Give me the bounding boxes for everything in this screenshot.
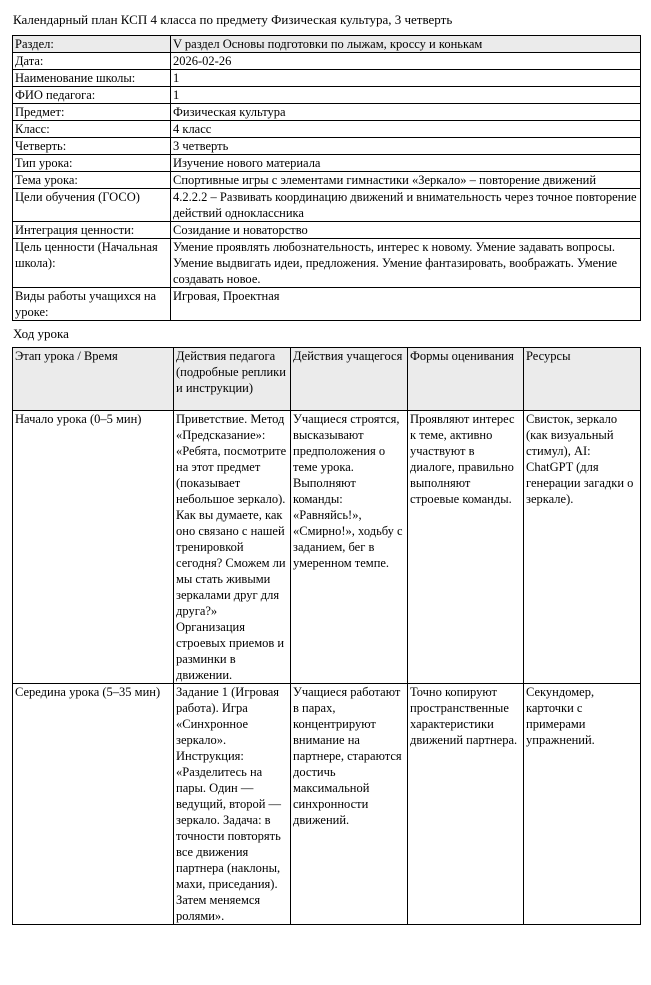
assessment-cell: Точно копируют пространственные характеристики движений партнера. [408, 684, 524, 925]
info-value: 4 класс [171, 121, 641, 138]
assessment-cell: Проявляют интерес к теме, активно участвуют в диалоге, правильно выполняют строевые команды. [408, 411, 524, 684]
info-label: Четверть: [13, 138, 171, 155]
info-value: 1 [171, 70, 641, 87]
info-label: Цель ценности (Начальная школа): [13, 239, 171, 288]
info-row-teacher [13, 87, 641, 104]
resources-cell: Секундомер, карточки с примерами упражнений. [524, 684, 641, 925]
info-label: ФИО педагога: [13, 87, 171, 104]
info-value: Созидание и новаторство [171, 222, 641, 239]
info-value: Умение проявлять любознательность, интерес к новому. Умение задавать вопросы. Умение выдвигать идеи, предложения. Умение фантазировать, воображать. Умение создавать новое. [171, 239, 641, 288]
info-row-objectives [13, 189, 641, 222]
header-student-actions: Действия учащегося [291, 348, 408, 411]
plan-row-middle [13, 684, 641, 925]
info-row-school [13, 70, 641, 87]
section-title: Ход урока [13, 326, 69, 341]
info-row-quarter [13, 138, 641, 155]
info-label: Наименование школы: [13, 70, 171, 87]
info-label: Дата: [13, 53, 171, 70]
info-label: Тип урока: [13, 155, 171, 172]
info-value: V раздел Основы подготовки по лыжам, кроссу и конькам [171, 36, 641, 53]
plan-header-row [13, 348, 641, 411]
info-row-section [13, 36, 641, 53]
info-value: 4.2.2.2 – Развивать координацию движений и внимательность через точное повторение действий одноклассника [171, 189, 641, 222]
info-label: Предмет: [13, 104, 171, 121]
resources-cell: Свисток, зеркало (как визуальный стимул), AI: ChatGPT (для генерации загадки о зеркале). [524, 411, 641, 684]
info-value: 1 [171, 87, 641, 104]
stage-cell: Середина урока (5–35 мин) [13, 684, 174, 925]
header-teacher-actions: Действия педагога (подробные реплики и инструкции) [174, 348, 291, 411]
header-assessment: Формы оценивания [408, 348, 524, 411]
lesson-plan-table [12, 347, 641, 925]
info-label: Интеграция ценности: [13, 222, 171, 239]
info-row-grade [13, 121, 641, 138]
info-row-work-types [13, 288, 641, 321]
document-title: Календарный план КСП 4 класса по предмету Физическая культура, 3 четверть [13, 12, 453, 27]
teacher-actions-cell: Задание 1 (Игровая работа). Игра «Синхронное зеркало». Инструкция: «Разделитесь на пары. Один — ведущий, второй — зеркало. Задача: в точности повторять все движения партнера (наклоны, махи, приседания). Затем меняемся ролями». [174, 684, 291, 925]
info-label: Класс: [13, 121, 171, 138]
info-value: 3 четверть [171, 138, 641, 155]
info-label: Тема урока: [13, 172, 171, 189]
plan-row-start [13, 411, 641, 684]
header-stage: Этап урока / Время [13, 348, 174, 411]
stage-cell: Начало урока (0–5 мин) [13, 411, 174, 684]
info-label: Цели обучения (ГОСО) [13, 189, 171, 222]
student-actions-cell: Учащиеся работают в парах, концентрируют внимание на партнере, стараются достичь максимальной синхронности движений. [291, 684, 408, 925]
info-value: Изучение нового материала [171, 155, 641, 172]
info-value: Игровая, Проектная [171, 288, 641, 321]
info-label: Раздел: [13, 36, 171, 53]
info-row-lesson-type [13, 155, 641, 172]
info-row-subject [13, 104, 641, 121]
header-resources: Ресурсы [524, 348, 641, 411]
info-value: Физическая культура [171, 104, 641, 121]
student-actions-cell: Учащиеся строятся, высказывают предположения о теме урока. Выполняют команды: «Равняйсь!», «Смирно!», ходьбу с заданием, бег в умеренном темпе. [291, 411, 408, 684]
teacher-actions-cell: Приветствие. Метод «Предсказание»: «Ребята, посмотрите на этот предмет (показывает небольшое зеркало). Как вы думаете, как оно связано с нашей тренировкой сегодня? Сможем ли мы стать живыми зеркалами друг для друга?» Организация строевых приемов и разминки в движении. [174, 411, 291, 684]
info-value: 2026-02-26 [171, 53, 641, 70]
info-row-topic [13, 172, 641, 189]
info-row-value-goal [13, 239, 641, 288]
info-value: Спортивные игры с элементами гимнастики «Зеркало» – повторение движений [171, 172, 641, 189]
info-row-date [13, 53, 641, 70]
info-label: Виды работы учащихся на уроке: [13, 288, 171, 321]
info-row-value-integration [13, 222, 641, 239]
lesson-info-table [12, 35, 641, 321]
